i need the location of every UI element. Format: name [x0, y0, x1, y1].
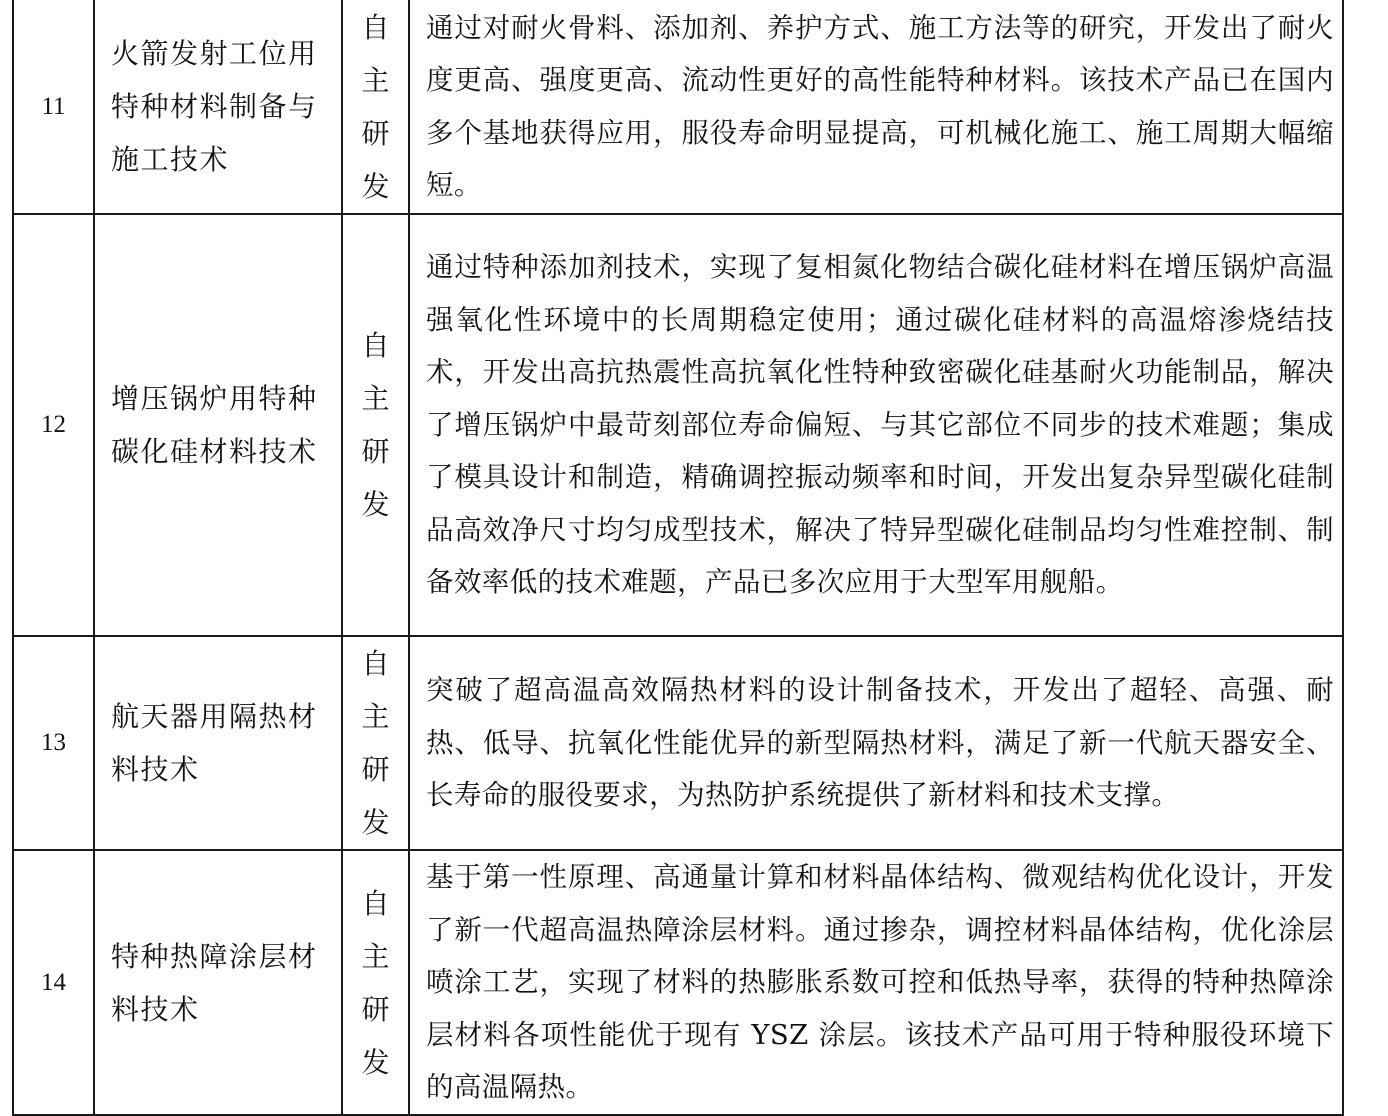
technology-description: 通过特种添加剂技术，实现了复相氮化物结合碳化硅材料在增压锅炉高温强氧化性环境中的长周期稳定使用；通过碳化硅材料的高温熔渗烧结技术，开发出高抗热震性高抗氧化性特种致密碳化硅基耐火功能制品，解决了增压锅炉中最苛刻部位寿命偏短、与其它部位不同步的技术难题；集成了模具设计和制造，精确调控振动频率和时间，开发出复杂异型碳化硅制品高效净尺寸均匀成型技术，解决了特异型碳化硅制品均匀性难控制、制备效率低的技术难题，产品已多次应用于大型军用舰船。: [409, 214, 1343, 636]
table-row: [13, 214, 1343, 636]
technology-name: 特种热障涂层材料技术: [94, 850, 342, 1115]
technology-name: 增压锅炉用特种碳化硅材料技术: [94, 214, 342, 636]
technology-source-cell: [342, 0, 409, 214]
technology-source: 自主研发: [361, 10, 390, 203]
table-row: [13, 0, 1343, 214]
technology-description: 基于第一性原理、高通量计算和材料晶体结构、微观结构优化设计，开发了新一代超高温热障涂层材料。通过掺杂，调控材料晶体结构，优化涂层喷涂工艺，实现了材料的热膨胀系数可控和低热导率，获得的特种热障涂层材料各项性能优于现有 YSZ 涂层。该技术产品可用于特种服役环境下的高温隔热。: [409, 850, 1343, 1115]
technology-name: 航天器用隔热材料技术: [94, 636, 342, 850]
technology-source-cell: [342, 214, 409, 636]
row-number: 14: [13, 850, 94, 1115]
technology-source: 自主研发: [361, 329, 390, 521]
technology-source-cell: [342, 850, 409, 1115]
technology-source: 自主研发: [361, 647, 390, 839]
table-row: [13, 636, 1343, 850]
technology-name: 火箭发射工位用特种材料制备与施工技术: [94, 0, 342, 214]
technology-source-cell: [342, 636, 409, 850]
table-row: [13, 850, 1343, 1115]
row-number: 12: [13, 214, 94, 636]
technology-description: 通过对耐火骨料、添加剂、养护方式、施工方法等的研究，开发出了耐火度更高、强度更高、流动性更好的高性能特种材料。该技术产品已在国内多个基地获得应用，服役寿命明显提高，可机械化施工、施工周期大幅缩短。: [409, 0, 1343, 214]
row-number: 11: [13, 0, 94, 214]
technology-source: 自主研发: [361, 886, 390, 1079]
technology-table: [12, 0, 1344, 1116]
technology-description: 突破了超高温高效隔热材料的设计制备技术，开发出了超轻、高强、耐热、低导、抗氧化性能优异的新型隔热材料，满足了新一代航天器安全、长寿命的服役要求，为热防护系统提供了新材料和技术支撑。: [409, 636, 1343, 850]
row-number: 13: [13, 636, 94, 850]
